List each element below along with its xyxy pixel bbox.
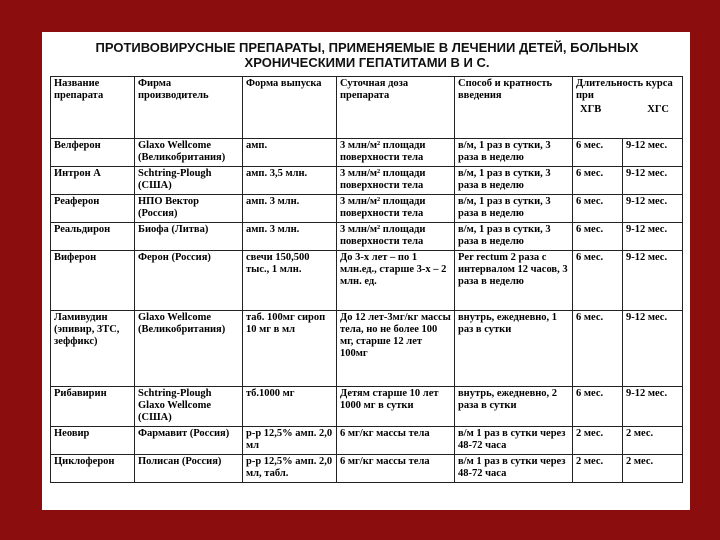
cell-hgs: 9-12 мес. <box>623 223 683 251</box>
cell-method: в/м, 1 раз в сутки, 3 раза в неделю <box>455 139 573 167</box>
drug-table <box>50 76 683 483</box>
cell-hgs: 9-12 мес. <box>623 167 683 195</box>
table-row <box>51 139 683 167</box>
cell-form: амп. <box>243 139 337 167</box>
cell-name: Рибавирин <box>51 387 135 427</box>
cell-firm: Ферон (Россия) <box>135 251 243 311</box>
cell-name: Велферон <box>51 139 135 167</box>
cell-dose: 3 млн/м² площади поверхности тела <box>337 139 455 167</box>
cell-form: свечи 150,500 тыс., 1 млн. <box>243 251 337 311</box>
header-method: Способ и кратность введения <box>455 77 573 139</box>
cell-hgs: 9-12 мес. <box>623 139 683 167</box>
page-title <box>52 40 682 70</box>
cell-form: р-р 12,5% амп. 2,0 мл, табл. <box>243 455 337 483</box>
table-row <box>51 167 683 195</box>
cell-hgs: 9-12 мес. <box>623 251 683 311</box>
table-row <box>51 455 683 483</box>
header-duration-label: Длительность курса при <box>576 78 673 101</box>
cell-hgv: 2 мес. <box>573 427 623 455</box>
cell-method: в/м, 1 раз в сутки, 3 раза в неделю <box>455 223 573 251</box>
cell-dose: До 3-х лет – по 1 млн.ед., старше 3-х – 2 млн. ед. <box>337 251 455 311</box>
cell-firm: Фармавит (Россия) <box>135 427 243 455</box>
header-name: Название препарата <box>51 77 135 139</box>
cell-method: в/м, 1 раз в сутки, 3 раза в неделю <box>455 195 573 223</box>
cell-name: Реаферон <box>51 195 135 223</box>
cell-hgv: 6 мес. <box>573 251 623 311</box>
cell-method: в/м 1 раз в сутки через 48-72 часа <box>455 427 573 455</box>
title-line-2: ХРОНИЧЕСКИМИ ГЕПАТИТАМИ В И С. <box>244 55 490 70</box>
cell-form: таб. 100мг сироп 10 мг в мл <box>243 311 337 387</box>
cell-method: внутрь, ежедневно, 1 раз в сутки <box>455 311 573 387</box>
cell-hgv: 6 мес. <box>573 195 623 223</box>
cell-hgv: 2 мес. <box>573 455 623 483</box>
header-form: Форма выпуска <box>243 77 337 139</box>
cell-name: Циклоферон <box>51 455 135 483</box>
cell-dose: 6 мг/кг массы тела <box>337 427 455 455</box>
table-row <box>51 427 683 455</box>
cell-hgs: 2 мес. <box>623 427 683 455</box>
cell-method: Per rectum 2 раза с интервалом 12 часов, 3 раза в неделю <box>455 251 573 311</box>
cell-hgs: 9-12 мес. <box>623 195 683 223</box>
cell-method: в/м, 1 раз в сутки, 3 раза в неделю <box>455 167 573 195</box>
slide <box>42 32 690 510</box>
cell-hgv: 6 мес. <box>573 167 623 195</box>
cell-firm: Glaxo Wellcome (Великобритания) <box>135 311 243 387</box>
cell-firm: Биофа (Литва) <box>135 223 243 251</box>
title-line-1: ПРОТИВОВИРУСНЫЕ ПРЕПАРАТЫ, ПРИМЕНЯЕМЫЕ В ЛЕЧЕНИИ ДЕТЕЙ, БОЛЬНЫХ <box>95 40 639 55</box>
table-row <box>51 387 683 427</box>
header-hgv: ХГВ <box>580 104 602 115</box>
cell-method: в/м 1 раз в сутки через 48-72 часа <box>455 455 573 483</box>
table-row <box>51 195 683 223</box>
cell-hgv: 6 мес. <box>573 387 623 427</box>
cell-name: Виферон <box>51 251 135 311</box>
cell-name: Интрон А <box>51 167 135 195</box>
table-row <box>51 251 683 311</box>
cell-hgv: 6 мес. <box>573 223 623 251</box>
cell-dose: 3 млн/м² площади поверхности тела <box>337 167 455 195</box>
cell-name: Ламивудин (эпивир, 3TC, зеффикс) <box>51 311 135 387</box>
cell-dose: 3 млн/м² площади поверхности тела <box>337 223 455 251</box>
table-row <box>51 223 683 251</box>
header-hgs: ХГС <box>647 104 670 115</box>
cell-hgv: 6 мес. <box>573 139 623 167</box>
cell-dose: 6 мг/кг массы тела <box>337 455 455 483</box>
cell-firm: Schtring-Plough (США) <box>135 167 243 195</box>
cell-firm: Glaxo Wellcome (Великобритания) <box>135 139 243 167</box>
cell-dose: Детям старше 10 лет 1000 мг в сутки <box>337 387 455 427</box>
cell-form: тб.1000 мг <box>243 387 337 427</box>
cell-firm: Полисан (Россия) <box>135 455 243 483</box>
cell-hgs: 9-12 мес. <box>623 311 683 387</box>
header-dose: Суточная доза препарата <box>337 77 455 139</box>
table-row <box>51 311 683 387</box>
table-header-row <box>51 77 683 139</box>
header-firm: Фирма производитель <box>135 77 243 139</box>
cell-hgv: 6 мес. <box>573 311 623 387</box>
cell-method: внутрь, ежедневно, 2 раза в сутки <box>455 387 573 427</box>
cell-name: Неовир <box>51 427 135 455</box>
cell-name: Реальдирон <box>51 223 135 251</box>
cell-firm: НПО Вектор (Россия) <box>135 195 243 223</box>
cell-form: амп. 3 млн. <box>243 195 337 223</box>
cell-form: р-р 12,5% амп. 2,0 мл <box>243 427 337 455</box>
cell-form: амп. 3,5 млн. <box>243 167 337 195</box>
cell-firm: Schtring-Plough Glaxo Wellcome (США) <box>135 387 243 427</box>
cell-hgs: 2 мес. <box>623 455 683 483</box>
cell-dose: До 12 лет-3мг/кг массы тела, но не более 100 мг, старше 12 лет 100мг <box>337 311 455 387</box>
header-duration <box>573 77 683 139</box>
cell-hgs: 9-12 мес. <box>623 387 683 427</box>
cell-dose: 3 млн/м² площади поверхности тела <box>337 195 455 223</box>
cell-form: амп. 3 млн. <box>243 223 337 251</box>
